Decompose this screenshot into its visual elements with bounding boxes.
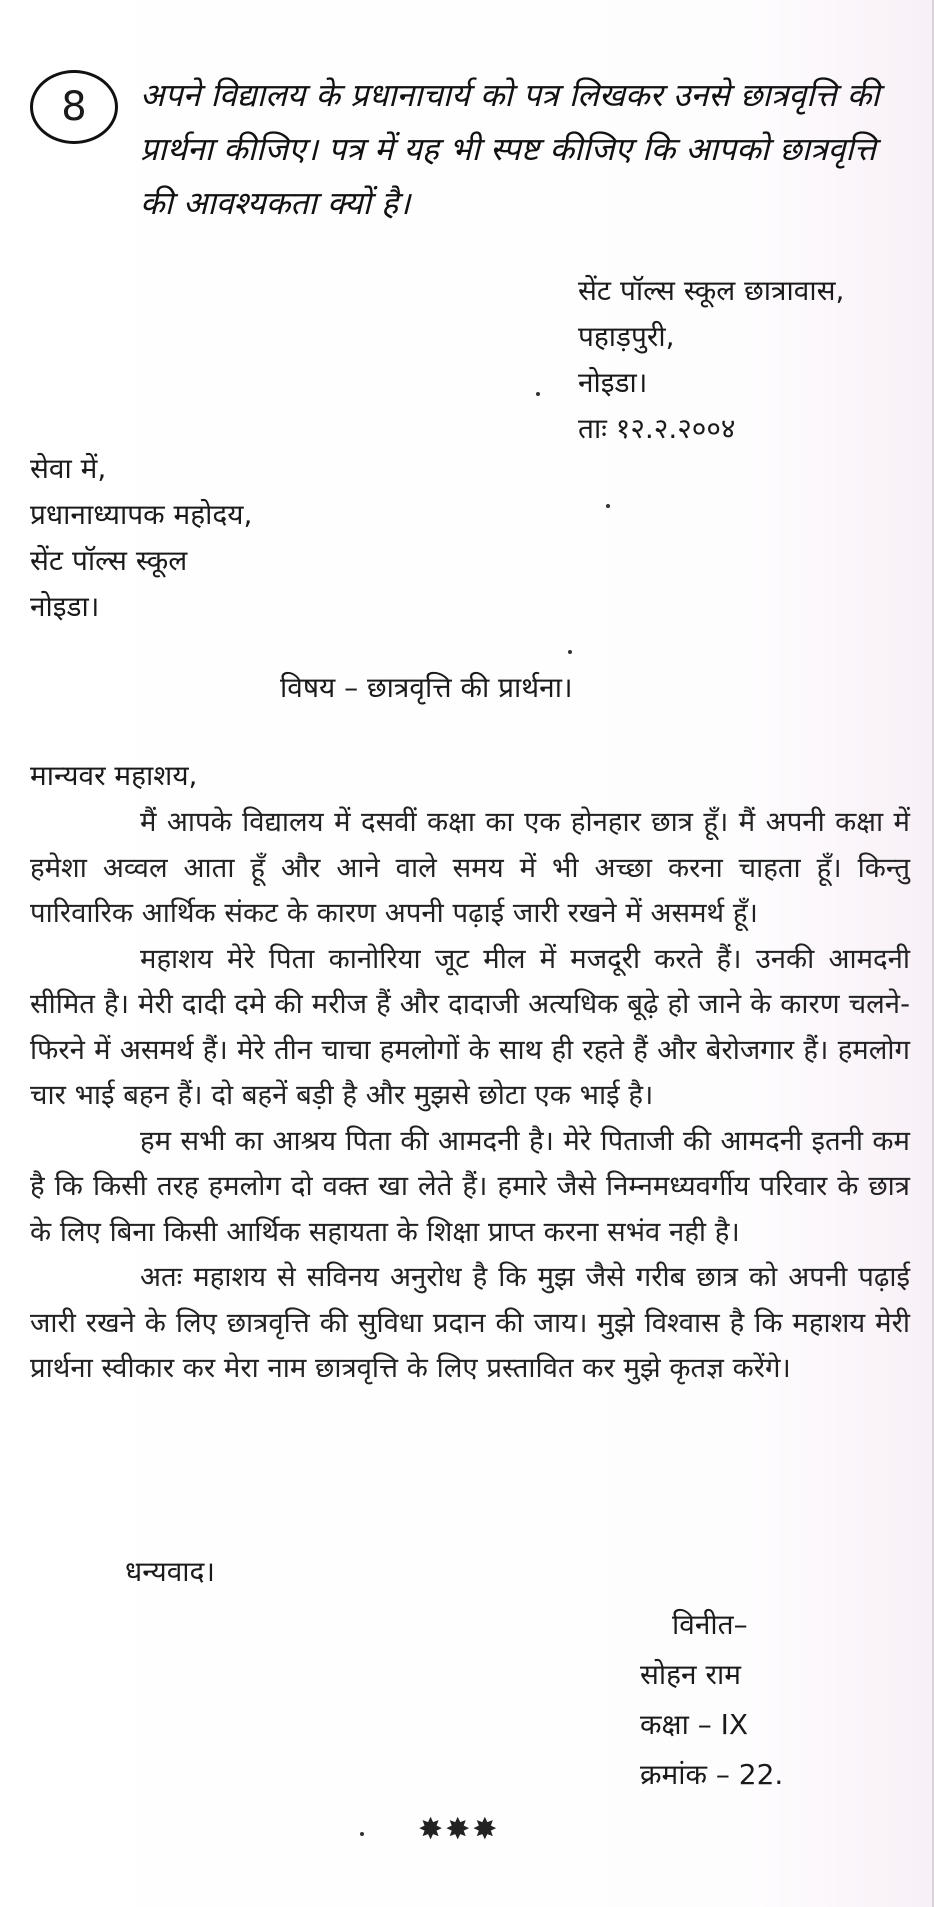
question-prompt: अपने विद्यालय के प्रधानाचार्य को पत्र लिखकर उनसे छात्रवृत्ति की प्रार्थना कीजिए। पत्र में यह भी स्पष्ट कीजिए कि आपको छात्रवृत्ति की आवश्यकता क्यों है।: [140, 76, 880, 222]
signature-name: सोहन राम: [640, 1658, 741, 1691]
body-paragraph-4: अतः महाशय से सविनय अनुरोध है कि मुझ जैसे गरीब छात्र को अपनी पढ़ाई जारी रखने के लिए छात्रवृत्ति की सुविधा प्रदान की जाय। मुझे विश्वास है कि महाशय मेरी प्रार्थना स्वीकार कर मेरा नाम छात्रवृत्ति के लिए प्रस्तावित कर मुझे कृतज्ञ करेंगे।: [30, 1261, 910, 1384]
signature-block: [640, 1600, 783, 1800]
closing-thanks: धन्यवाद।: [125, 1555, 216, 1588]
end-ornament: ✸✸✸: [418, 1812, 500, 1847]
sender-line-1: सेंट पॉल्स स्कूल छात्रावास,: [578, 274, 845, 307]
letter-date: ताः १२.२.२००४: [578, 412, 736, 445]
recipient-line-1: सेवा में,: [30, 452, 107, 485]
sender-address: [578, 268, 844, 452]
signature-line-1: विनीत–: [672, 1608, 748, 1641]
body-paragraph-2: महाशय मेरे पिता कानोरिया जूट मील में मजदूरी करते हैं। उनकी आमदनी सीमित है। मेरी दादी दमे की मरीज हैं और दादाजी अत्यधिक बूढ़े हो जाने के कारण चलने-फिरने में असमर्थ हैं। मेरे तीन चाचा हमलोगों के साथ ही रहते हैं और बेरोजगार हैं। हमलोग चार भाई बहन हैं। दो बहनें बड़ी है और मुझसे छोटा एक भाई है।: [30, 942, 910, 1111]
letter-body: [30, 800, 910, 1392]
recipient-line-2: प्रधानाध्यापक महोदय,: [30, 498, 253, 531]
print-speck: [606, 504, 610, 508]
print-speck: [536, 392, 540, 396]
question-number: 8: [61, 84, 87, 130]
sender-line-2: पहाड़पुरी,: [578, 320, 675, 353]
salutation: मान्यवर महाशय,: [30, 759, 198, 792]
recipient-line-4: नोइडा।: [30, 590, 100, 623]
signature-class: कक्षा – IX: [640, 1708, 749, 1741]
sender-line-3: नोइडा।: [578, 366, 648, 399]
recipient-address: [30, 446, 252, 630]
letter-subject: विषय – छात्रवृत्ति की प्रार्थना।: [280, 671, 573, 704]
body-paragraph-1: मैं आपके विद्यालय में दसवीं कक्षा का एक होनहार छात्र हूँ। मैं अपनी कक्षा में हमेशा अव्वल आता हूँ और आने वाले समय में भी अच्छा करना चाहता हूँ। किन्तु पारिवारिक आर्थिक संकट के कारण अपनी पढ़ाई जारी रखने में असमर्थ हूँ।: [30, 806, 910, 929]
body-paragraph-3: हम सभी का आश्रय पिता की आमदनी है। मेरे पिताजी की आमदनी इतनी कम है कि किसी तरह हमलोग दो वक्त खा लेते हैं। हमारे जैसे निम्नमध्यवर्गीय परिवार के छात्र के लिए बिना किसी आर्थिक सहायता के शिक्षा प्राप्त करना सभंव नही है।: [30, 1124, 910, 1248]
recipient-line-3: सेंट पॉल्स स्कूल: [30, 544, 188, 577]
print-speck: [568, 650, 572, 654]
question-number-badge: [30, 70, 118, 144]
print-speck: [360, 1832, 364, 1836]
signature-roll: क्रमांक – 22.: [640, 1758, 784, 1791]
